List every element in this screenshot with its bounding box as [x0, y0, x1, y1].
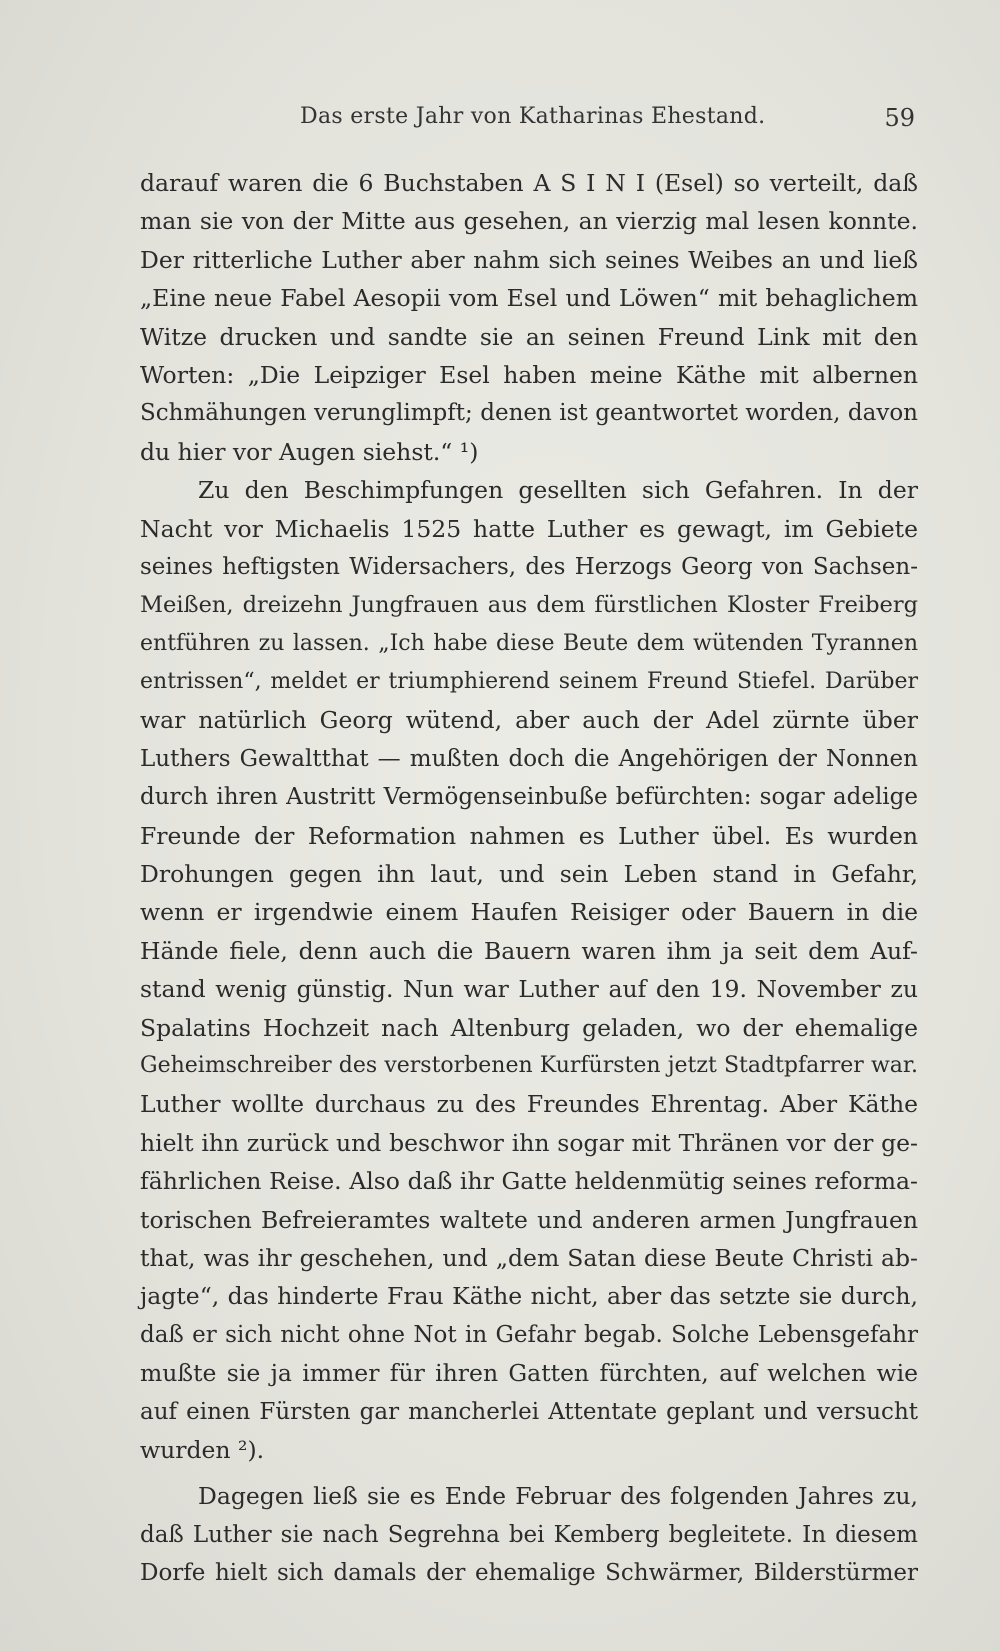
text-line: jagte“, das hinderte Frau Käthe nicht, aber das setzte sie durch, [140, 1282, 918, 1311]
text-line: Der ritterliche Luther aber nahm sich seines Weibes an und ließ [140, 245, 918, 274]
text-line: mußte sie ja immer für ihren Gatten fürchten, auf welchen wie [140, 1359, 918, 1388]
text-line: Hände fiele, denn auch die Bauern waren ihm ja seit dem Auf- [140, 936, 918, 965]
text-line: Meißen, dreizehn Jungfrauen aus dem fürstlichen Kloster Freiberg [140, 592, 918, 619]
text-line: Worten: „Die Leipziger Esel haben meine Käthe mit albernen [140, 360, 918, 389]
text-line: wenn er irgendwie einem Haufen Reisiger oder Bauern in die [140, 898, 918, 927]
text-line: auf einen Fürsten gar mancherlei Attentate geplant und versucht [140, 1398, 918, 1425]
text-line: Spalatins Hochzeit nach Altenburg geladen, wo der ehemalige [140, 1013, 918, 1042]
text-line: Zu den Beschimpfungen gesellten sich Gefahren. In der [198, 476, 918, 505]
text-line: stand wenig günstig. Nun war Luther auf den 19. November zu [140, 975, 918, 1004]
text-line: Witze drucken und sandte sie an seinen Freund Link mit den [140, 322, 918, 351]
text-line: daß er sich nicht ohne Not in Gefahr begab. Solche Lebensgefahr [140, 1321, 918, 1348]
text-line: Luthers Gewaltthat — mußten doch die Angehörigen der Nonnen [140, 745, 918, 772]
text-line: hielt ihn zurück und beschwor ihn sogar mit Thränen vor der ge- [140, 1128, 918, 1157]
text-line: Drohungen gegen ihn laut, und sein Leben stand in Gefahr, [140, 860, 918, 889]
text-line: du hier vor Augen siehst.“ ¹) [140, 437, 479, 466]
text-line: Dorfe hielt sich damals der ehemalige Schwärmer, Bilderstürmer [140, 1560, 918, 1587]
body-text [140, 164, 918, 1592]
text-line: durch ihren Austritt Vermögenseinbuße befürchten: sogar adelige [140, 784, 918, 811]
text-line: war natürlich Georg wütend, aber auch der Adel zürnte über [140, 706, 918, 735]
text-line: Luther wollte durchaus zu des Freundes Ehrentag. Aber Käthe [140, 1090, 918, 1119]
text-line: entführen zu lassen. „Ich habe diese Beute dem wütenden Tyrannen [140, 630, 918, 656]
text-line: man sie von der Mitte aus gesehen, an vierzig mal lesen konnte. [140, 207, 918, 236]
text-line: daß Luther sie nach Segrehna bei Kemberg begleitete. In diesem [140, 1521, 918, 1548]
text-line: entrissen“, meldet er triumphierend seinem Freund Stiefel. Darüber [140, 669, 918, 695]
text-line: seines heftigsten Widersachers, des Herzogs Georg von Sachsen- [140, 553, 918, 580]
text-line: torischen Befreieramtes waltete und anderen armen Jungfrauen [140, 1205, 918, 1234]
text-line: „Eine neue Fabel Aesopii vom Esel und Löwen“ mit behaglichem [140, 284, 918, 313]
text-line: Dagegen ließ sie es Ende Februar des folgenden Jahres zu, [198, 1482, 918, 1511]
text-line: fährlichen Reise. Also daß ihr Gatte heldenmütig seines reforma- [140, 1167, 918, 1196]
page-number: 59 [884, 104, 915, 132]
text-line: wurden ²). [140, 1435, 265, 1464]
text-line: Geheimschreiber des verstorbenen Kurfürsten jetzt Stadtpfarrer war. [140, 1052, 918, 1078]
text-line: Schmähungen verunglimpft; denen ist geantwortet worden, davon [140, 400, 918, 427]
text-line: that, was ihr geschehen, und „dem Satan diese Beute Christi ab- [140, 1243, 918, 1272]
running-head [140, 104, 915, 138]
text-line: darauf waren die 6 Buchstaben A S I N I (Esel) so verteilt, daß [140, 169, 918, 197]
text-line: Freunde der Reformation nahmen es Luther übel. Es wurden [140, 821, 918, 850]
text-line: Nacht vor Michaelis 1525 hatte Luther es gewagt, im Gebiete [140, 514, 918, 543]
running-title: Das erste Jahr von Katharinas Ehestand. [300, 104, 766, 129]
